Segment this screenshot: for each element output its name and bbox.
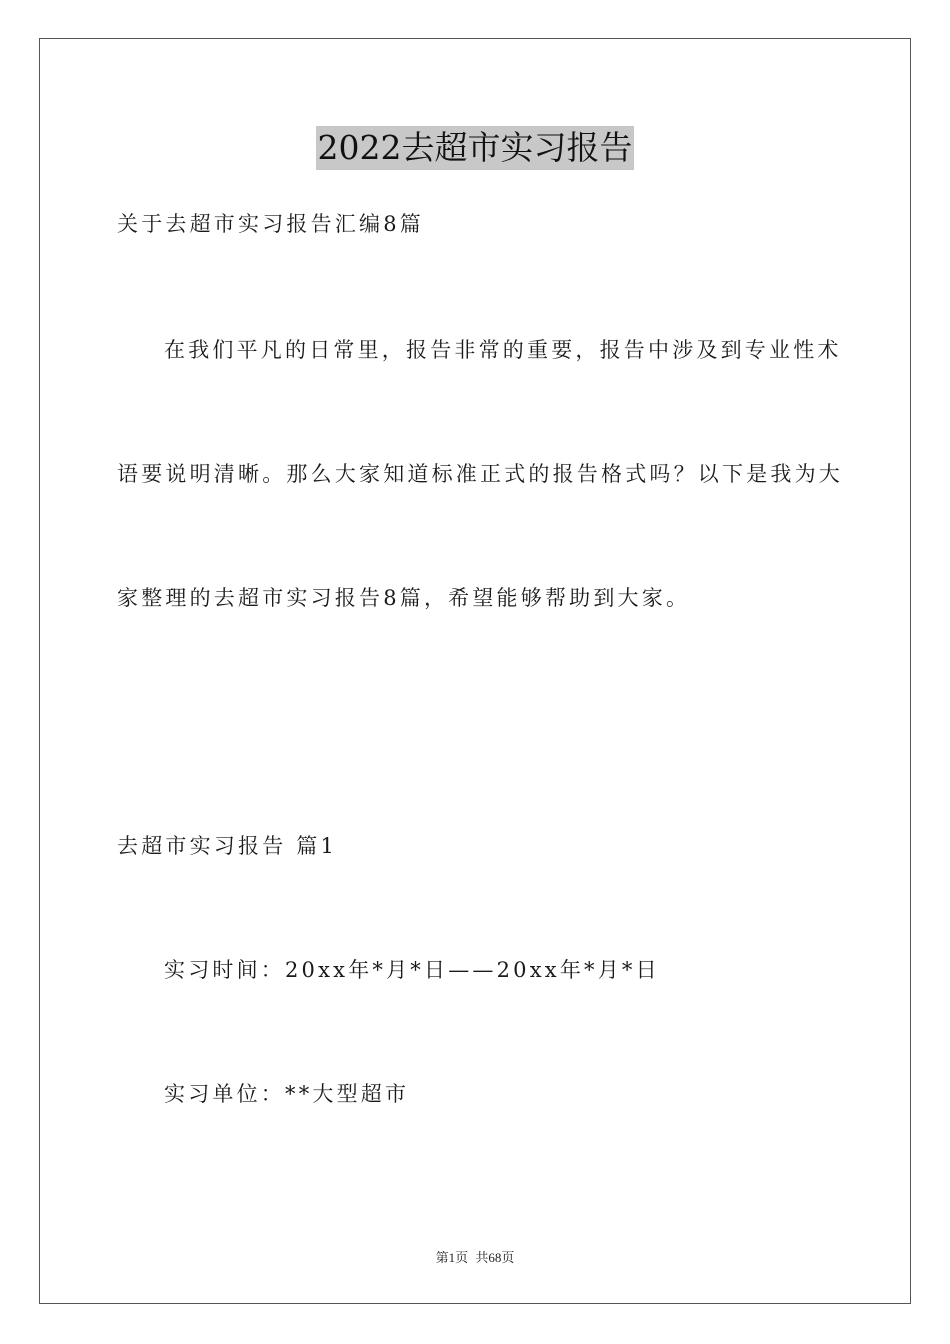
internship-time: 实习时间：20xx年*月*日——20xx年*月*日: [164, 958, 660, 982]
section-heading: 去超市实习报告 篇1: [117, 834, 338, 858]
document-subtitle: 关于去超市实习报告汇编8篇: [117, 212, 424, 236]
title-container: [0, 126, 950, 170]
intro-line-3: 家整理的去超市实习报告8篇，希望能够帮助到大家。: [117, 586, 691, 610]
intro-line-2: 语要说明清晰。那么大家知道标准正式的报告格式吗？以下是我为大: [117, 462, 843, 486]
page-total: 共68页: [475, 1250, 515, 1265]
page-number: 第1页: [435, 1250, 469, 1265]
intro-line-1: 在我们平凡的日常里，报告非常的重要，报告中涉及到专业性术: [164, 338, 842, 362]
page-footer: [0, 1247, 950, 1266]
document-title: 2022去超市实习报告: [316, 126, 635, 170]
internship-unit: 实习单位：**大型超市: [164, 1082, 410, 1106]
